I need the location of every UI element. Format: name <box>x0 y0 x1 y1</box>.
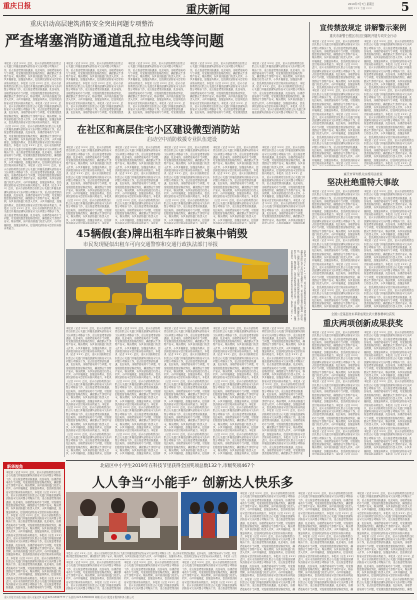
taxi-col-5: 本报讯（记者 ×××）近日，重庆市消防救援总队联合有关部门开展高层建筑消防安全突出问题专项整治工作，重点检查堵塞消防通道、乱拉电线、违规停放电动车等问题，对发现的隐患督促整改到位，确保群众生命财产安全。整治期间，各区县消防部门将深入社区、小区开展排查，加强宣传教育，提高居民消防安全意识和自防自救能力。本报讯（记者 ×××）近日，重庆市消防救援总队联合有关部门开展高层建筑消防安全突出问题专项整治工作，重点检查堵塞消防通道、乱拉电线、违规停放电动车等问题，对发现的隐患督促整改到位，确保群众生命财产安全。整治期间，各区县消防部门将深入社区、小区开展排查，加强宣传教育，提高居民消防安全意识和自防自救能力。本报讯（记者 ×××）近日，重庆市消防救援总队联合有关部门开展高层建筑消防安全突出问题专项整治工作，重点检查堵塞消防通道、乱拉电线、违规停放电动车等问题，对发现的隐患督促整改到位，确保群众生命财产安全。整治期间，各区县消防部门将深入社区、小区开展排查，加强宣传教育，提高居民消防安全意识和自防自救能力。本报讯（记者 ×××）近日，重庆市消防救援总队联合有关部门开展高层建筑消防安全突出问题专项整治工作，重点检查堵塞消防通道、乱拉电线、违规停放电动车等问题，对发现的隐患督促整改到位，确保群众生命财产安全。整治期间，各区县消防部门将深入社区、小区开展排查，加强宣传教育，提高居民消防安全意识和自防自救能力。本报讯（记者 ×××）近日，重庆市消防救援总队联合有关部门开展高层建筑消防安全突出问题专项整治工作，重点检查堵塞消防通道、乱拉电线、违规停放电动车等问题，对发现的隐患督促整改到位，确保群众生命财产安 <box>262 327 306 455</box>
taxi-destruction-photo <box>66 249 288 323</box>
lead-kicker: 重庆启动高层建筑消防安全突出问题专项整治 <box>30 21 154 28</box>
bottom-top-rule <box>66 460 414 461</box>
right-rule-2 <box>312 309 414 310</box>
right-top-headline: 宣传禁放规定 讲解警示案例 <box>319 23 407 32</box>
bottom-kicker: 北碚区中小学生2019年在科技节里获得全国奖项总数132个,市级奖项467个 <box>100 464 255 469</box>
date-line: 2019年7月7日 星期日 <box>348 3 375 6</box>
taxi-photo-side-caption: 本报讯（记者 ×××）近日，重庆市消防救援总队联合有关部门开展高层建筑消防安全突出问题专项整治工作，重点检查堵塞消防通道、乱拉电线、违规停放电动车等问题，对发现的隐患督促整改到位，确保群众生命财产安全。整治期间，各区县消防部门将深入社区、小区开展排查，加强宣传教育，提高居民消防安全意识和自防自救能力。本报讯（记者 ×× <box>291 250 306 322</box>
bottom-headline: 人人争当“小能手” 创新达人快乐多 <box>92 476 294 491</box>
right-low-headline: 重庆两项创新成果获奖 <box>323 318 403 328</box>
right-rule-1 <box>312 169 414 170</box>
bottom-col-4: 本报讯（记者 ×××）近日，重庆市消防救援总队联合有关部门开展高层建筑消防安全突出问题专项整治工作，重点检查堵塞消防通道、乱拉电线、违规停放电动车等问题，对发现的隐患督促整改到位，确保群众生命财产安全。整治期间，各区县消防部门将深入社区、小区开展排查，加强宣传教育，提高居民消防安全意识和自防自救能力。本报讯（记者 ×××）近日，重庆市消防救援总队联合有关部门开展高层建筑消防安全突出问题专项整治工作，重点检查堵塞消防通道、乱拉电线、违规停放电动车等问题，对发现的隐患督促整改到位，确保群众生命财产安全。整治期间，各区县消防部门将深入社区、小区开展排查，加强宣传教育，提高居民消防安全意识和自防自救能力。本报讯（记者 ×××）近日，重庆市消防救援总队联合有关部门开展高层建筑消防安全突出问题专项整治工作，重点检查堵塞消防通道、乱拉电线、违规停放电动车等问题，对发现的隐患督促整改到位，确保群众生命财产安全。整治期间，各区县消防部门将深入社区、小区开展排查，加强宣传教育，提高居民消防安全意识和自防自救能力。本报讯（记者 ×××）近日，重庆市消防救援总队联合有关部门开展高层建筑消防安全突出问题专项整治工作，重点检查堵塞消防通道、乱拉电线、违规停放电动车等问题，对发现的隐患督促整改到位，确保群众生命财产安全。整治期间，各区县消防部门将深入社区、小区开展排查，加强宣传教育，提高居民消防安全意识和自防自救能力。本报讯（记者 ×××）近日，重庆市消防救援总队联合有关部门开展高层建筑消防安全突出问题专项整治工作，重点检查堵塞消防通道、乱拉电线、违规停放电动车等问题，对发现的隐患督促整改到位，确 <box>240 492 296 591</box>
community-headline: 在社区和高层住宅小区建设微型消防站 <box>77 125 241 136</box>
column-divider-left <box>64 62 65 457</box>
students-award-photo <box>181 492 237 550</box>
bottom-left-box <box>3 462 65 592</box>
bottom-col-6: 本报讯（记者 ×××）近日，重庆市消防救援总队联合有关部门开展高层建筑消防安全突出问题专项整治工作，重点检查堵塞消防通道、乱拉电线、违规停放电动车等问题，对发现的隐患督促整改到位，确保群众生命财产安全。整治期间，各区县消防部门将深入社区、小区开展排查，加强宣传教育，提高居民消防安全意识和自防自救能力。本报讯（记者 ×××）近日，重庆市消防救援总队联合有关部门开展高层建筑消防安全突出问题专项整治工作，重点检查堵塞消防通道、乱拉电线、违规停放电动车等问题，对发现的隐患督促整改到位，确保群众生命财产安全。整治期间，各区县消防部门将深入社区、小区开展排查，加强宣传教育，提高居民消防安全意识和自防自救能力。本报讯（记者 ×××）近日，重庆市消防救援总队联合有关部门开展高层建筑消防安全突出问题专项整治工作，重点检查堵塞消防通道、乱拉电线、违规停放电动车等问题，对发现的隐患督促整改到位，确保群众生命财产安全。整治期间，各区县消防部门将深入社区、小区开展排查，加强宣传教育，提高居民消防安全意识和自防自救能力。本报讯（记者 ×××）近日，重庆市消防救援总队联合有关部门开展高层建筑消防安全突出问题专项整治工作，重点检查堵塞消防通道、乱拉电线、违规停放电动车等问题，对发现的隐患督促整改到位，确保群众生命财产安全。整治期间，各区县消防部门将深入社区、小区开展排查，加强宣传教育，提高居民消防安全意识和自防自救能力。本报讯（记者 ×××）近日，重庆市消防救援总队联合有关部门开展高层建筑消防安全突出问题专项整治工作，重点检查堵塞消防通道、乱拉电线、违规停放电动车等问题，对发现的隐患督促整改到位，确保 <box>357 492 414 591</box>
right-low-kicker: 全国公安基层技术革新成果比武大赛参赛单位获奖 <box>331 312 395 316</box>
lead-col-1: 本报讯（记者 ×××）近日，重庆市消防救援总队联合有关部门开展高层建筑消防安全突出问题专项整治工作，重点检查堵塞消防通道、乱拉电线、违规停放电动车等问题，对发现的隐患督促整改到位，确保群众生命财产安全。整治期间，各区县消防部门将深入社区、小区开展排查，加强宣传教育，提高居民消防安全意识和自防自救能力。本报讯（记者 ×××）近日，重庆市消防救援总队联合有关部门开展高层建筑消防安全突出问题专项整治工作，重点检查堵塞消防通道、乱拉电线、违规停放电动车等问题，对发现的隐患督促整改到位，确保群众生命财产安全。整治期间，各区县消防部门将深入社区、小区开展排查，加强宣传教育，提高居民消防安全意识和自防自救能力。本报讯（记者 ×××）近日，重庆市消防救援总队联合有关部门开展高层建筑消防安全突出问题专项整治工作，重点检查堵塞消防通道、乱拉电线、违规停放电动车等问题，对发现的隐患督促整改到位，确保群众生命财产安全。整治期间，各区县消防部门将深入社区、小区开展排查，加强宣传教育，提高居民消防安全意识和自防自救能力。本报讯（记者 ×××）近日，重庆市消防救援总队联合有关部门开展高层建筑消防安全突出问题专项整治工作，重点检查堵塞消防通道、乱拉电线、违规停放电动车等问题，对发现的隐患督促整改到位，确保群众生命财产安全。整治期间，各区县消防部门将深入社区、小区开展排查，加强宣传教育，提高居民消防安全意识和自防自救能力。本报讯（记者 ×××）近日，重庆市消防救援总队联合有关部门开展高层建筑消防安全突出问题专项整治工作，重点检查堵塞消防通道、乱拉电线、违规停放电动车等问题，对发现的隐患督促整改到位，确保群众生命财产安全。整治期间，各区县消防部门将深入社区、小区开展排查，加强宣传教育，提高居民消防安全意识和自防自救能力。本报讯（记者 ×××）近日，重庆市消防救援总队联合有关部门开展高层建筑消防安全突出问题专项整治工作，重点检查堵塞消防通道、乱拉电线、违规停放电动车等问题，对发现的隐患督促整改到位，确保群众生命财产安全。整治期间，各区县消防部门将深入社区、小区开展排查，加强宣传教育，提高居民消防安全意识和自防自救能力。本报讯（记者 ×××）近日，重庆市消防救援总队联合有关部门开展高层建筑消防安全突出问题专项整治工作，重点检查堵塞消防通道、乱拉电线、违规停放电动车等问题，对发现的隐患督促整改到位，确保群众生命财产安全。整治期间，各区县消防部门将深入社区、小区开展排查，加强宣传教育，提高居民消防安全意识和自防自救能力。本报讯（记者 ×××）近日，重庆市消防救援总队联合有关部门开展高层建筑消防安全突出问题专项整治工作，重点检查堵塞消防通道、乱拉电线、违规停放电动车等问题，对发现的隐患督促整改到位，确保群众生命财产安全。整治期间，各区县消防部门将深入社区、小区开展排查，加强宣传教育，提高居民消防安全意识和自防自救能力。 <box>4 62 62 230</box>
bottom-col-3: 本报讯（记者 ×××）近日，重庆市消防救援总队联合有关部门开展高层建筑消防安全突出问题专项整治工作，重点检查堵塞消防通道、乱拉电线、违规停放电动车等问题，对发现的隐患督促整改到位，确保群众生命财产安全。整治期间，各区县消防部门将深入社区、小区开展排查，加强宣传教育，提高居民消防安全意识和自防自救能力。本报讯（记者 ×××）近日，重庆市消防救援总队联合有关部门开展高层建筑消防安全突出问题专项整治工作，重点检查堵塞消防 <box>182 561 237 591</box>
community-subhead: 启动空中消防救援专业队伍建设 <box>147 137 218 143</box>
right-mid-kicker: 重庆市审判机关实施司法检查 <box>343 172 383 176</box>
taxi-subhead: 市民发现疑似出租车可向交通警察和交通行政执法部门举报 <box>83 242 218 248</box>
masthead-rule <box>3 15 413 16</box>
right-low-col-2: 本报讯（记者 ×××）近日，重庆市消防救援总队联合有关部门开展高层建筑消防安全突出问题专项整治工作，重点检查堵塞消防通道、乱拉电线、违规停放电动车等问题，对发现的隐患督促整改到位，确保群众生命财产安全。整治期间，各区县消防部门将深入社区、小区开展排查，加强宣传教育，提高居民消防安全意识和自防自救能力。本报讯（记者 ×××）近日，重庆市消防救援总队联合有关部门开展高层建筑消防安全突出问题专项整治工作，重点检查堵塞消防通道、乱拉电线、违规停放电动车等问题，对发现的隐患督促整改到位，确保群众生命财产安全。整治期间，各区县消防部门将深入社区、小区开展排查，加强宣传教育，提高居民消防安全意识和自防自救能力。本报讯（记者 ×××）近日，重庆市消防救援总队联合有关部门开展高层建筑消防安全突出问题专项整治工作，重点检查堵塞消防通道、乱拉电线、违规停放电动车等问题，对发现的隐患督促整改到位，确保群众生命财产安全。整治期间，各区县消防部门将深入社区、小区开展排查，加强宣传教育，提高居民消防安全意识和自防自救能力。本报讯（记者 ×××）近日，重庆市消防救援总队联合有关部门开展高层建筑消防安全突出问题专项整治工作，重点检查堵塞消防通道、乱拉电线、违规停放电动车等问题，对发现的隐患督促整改到位，确保群众生命财产安全。整治期间，各区县消防部门将深入社区、小区开展排查，加强宣传教育，提高居民消防安全意识和自防自救能力。本报讯（记者 ×××）近日，重庆市消防救援总队联合有关部门开展高层建筑消防安全突出问题专项整治工作，重点检查堵塞消防通道、乱拉电线、违规停放电动车等问题，对发现的隐患督促整改到位，确保群众生命财产安全。整治期间，各区县消防部门将深入社区、小区开展排查，加强宣传教育，提高居民消防安全意识和自防自救能力。本报讯（记者 ×××）近 <box>364 331 414 455</box>
right-top-col-1: 本报讯（记者 ×××）近日，重庆市消防救援总队联合有关部门开展高层建筑消防安全突出问题专项整治工作，重点检查堵塞消防通道、乱拉电线、违规停放电动车等问题，对发现的隐患督促整改到位，确保群众生命财产安全。整治期间，各区县消防部门将深入社区、小区开展排查，加强宣传教育，提高居民消防安全意识和自防自救能力。本报讯（记者 ×××）近日，重庆市消防救援总队联合有关部门开展高层建筑消防安全突出问题专项整治工作，重点检查堵塞消防通道、乱拉电线、违规停放电动车等问题，对发现的隐患督促整改到位，确保群众生命财产安全。整治期间，各区县消防部门将深入社区、小区开展排查，加强宣传教育，提高居民消防安全意识和自防自救能力。本报讯（记者 ×××）近日，重庆市消防救援总队联合有关部门开展高层建筑消防安全突出问题专项整治工作，重点检查堵塞消防通道、乱拉电线、违规停放电动车等问题，对发现的隐患督促整改到位，确保群众生命财产安全。整治期间，各区县消防部门将深入社区、小区开展排查，加强宣传教育，提高居民消防安全意识和自防自救能力。本报讯（记者 ×××）近日，重庆市消防救援总队联合有关部门开展高层建筑消防安全突出问题专项整治工作，重点检查堵塞消防通道、乱拉电线、违规停放电动车等问题，对发现的隐患督促整改到位，确保群众生命财产安全。整治期间，各区县消防部门将深入社区、小区开展排查，加强宣传教育，提高居民消防安全意识和自防自救能力。本报讯（记者 ×××）近日，重庆市消防救援总队联合有关部门开展高层建筑消防安全突出问题专项整治工作，重点检查堵塞消防通道、乱拉电线、违规停放电动车等问题，对发现的隐患督促整改到位，确保群众生命财产安全。整治期间，各区县消防部门将深入社区、小区开展排查，加强宣传教育，提高居民消防安全意识和自防自救能力。本报讯（记者 ×××） <box>312 40 360 165</box>
lead-col-4: 本报讯（记者 ×××）近日，重庆市消防救援总队联合有关部门开展高层建筑消防安全突出问题专项整治工作，重点检查堵塞消防通道、乱拉电线、违规停放电动车等问题，对发现的隐患督促整改到位，确保群众生命财产安全。整治期间，各区县消防部门将深入社区、小区开展排查，加强宣传教育，提高居民消防安全意识和自防自救能力。本报讯（记者 ×××）近日，重庆市消防救援总队联合有关部门开展高层建筑消防安全突出问题专项整治工作，重点检查堵塞消防通道、乱拉电线、违规停放电动车等问题，对发现的隐患督促整改到位，确保群众生命财产安全。整治期间，各区县消防部门将深入社区、小区开展排查，加强宣传教育，提高居民消防安全意识和自防自救能力。本报讯（记者 ×××）近日，重庆市消防救援总队联合有关部门开展高层建筑消防安全突出问题专项整治工作，重点检查堵塞消防通道、乱拉电线、违规停放电动车等问题，对发现的隐患 <box>190 62 248 114</box>
taxi-col-1: 本报讯（记者 ×××）近日，重庆市消防救援总队联合有关部门开展高层建筑消防安全突出问题专项整治工作，重点检查堵塞消防通道、乱拉电线、违规停放电动车等问题，对发现的隐患督促整改到位，确保群众生命财产安全。整治期间，各区县消防部门将深入社区、小区开展排查，加强宣传教育，提高居民消防安全意识和自防自救能力。本报讯（记者 ×××）近日，重庆市消防救援总队联合有关部门开展高层建筑消防安全突出问题专项整治工作，重点检查堵塞消防通道、乱拉电线、违规停放电动车等问题，对发现的隐患督促整改到位，确保群众生命财产安全。整治期间，各区县消防部门将深入社区、小区开展排查，加强宣传教育，提高居民消防安全意识和自防自救能力。本报讯（记者 ×××）近日，重庆市消防救援总队联合有关部门开展高层建筑消防安全突出问题专项整治工作，重点检查堵塞消防通道、乱拉电线、违规停放电动车等问题，对发现的隐患督促整改到位，确保群众生命财产安全。整治期间，各区县消防部门将深入社区、小区开展排查，加强宣传教育，提高居民消防安全意识和自防自救能力。本报讯（记者 ×××）近日，重庆市消防救援总队联合有关部门开展高层建筑消防安全突出问题专项整治工作，重点检查堵塞消防通道、乱拉电线、违规停放电动车等问题，对发现的隐患督促整改到位，确保群众生命财产安全。整治期间，各区县消防部门将深入社区、小区开展排查，加强宣传教育，提高居民消防安全意识和自防自救能力。本报讯（记者 ×××）近日，重庆市消防救援总队联合有关部门开展高层建筑消防安全突出问题专项整治工作，重点检查堵塞消防通道、乱拉电线、违规停放电动车等问题，对发现的隐患督促整改到位，确保群众生命财产安全。整治期间，各区县消防部门将深入社区、小区开展排查，加强宣传教育，提高居 <box>66 327 112 455</box>
community-col-1: 本报讯（记者 ×××）近日，重庆市消防救援总队联合有关部门开展高层建筑消防安全突出问题专项整治工作，重点检查堵塞消防通道、乱拉电线、违规停放电动车等问题，对发现的隐患督促整改到位，确保群众生命财产安全。整治期间，各区县消防部门将深入社区、小区开展排查，加强宣传教育，提高居民消防安全意识和自防自救能力。本报讯（记者 ×××）近日，重庆市消防救援总队联合有关部门开展高层建筑消防安全突出问题专项整治工作，重点检查堵塞消防通道、乱拉电线、违规停放电动车等问题，对发现的隐患督促整改到位，确保群众生命财产安全。整治期间，各区县消防部门将深入社区、小区开展排查，加强宣传教育，提高居民消防安全意识和自防自救能力。本报讯（记者 ×××）近日，重庆市消防救援总队联合有关部门开展高层建筑消防安全突出问题专项整治工作，重点检查堵塞消防通道、乱拉电线、违规停放电动车等问题，对发现的隐患督促整改到位，确保群众生命财产安全。整治期间，各区县消防部门将深入社区、小区开展排查，加强宣传教育，提高居民消防安全意识和自防自救能力。本报讯 <box>66 146 112 224</box>
students-robot-photo <box>66 492 178 550</box>
community-col-3: 本报讯（记者 ×××）近日，重庆市消防救援总队联合有关部门开展高层建筑消防安全突出问题专项整治工作，重点检查堵塞消防通道、乱拉电线、违规停放电动车等问题，对发现的隐患督促整改到位，确保群众生命财产安全。整治期间，各区县消防部门将深入社区、小区开展排查，加强宣传教育，提高居民消防安全意识和自防自救能力。本报讯（记者 ×××）近日，重庆市消防救援总队联合有关部门开展高层建筑消防安全突出问题专项整治工作，重点检查堵塞消防通道、乱拉电线、违规停放电动车等问题，对发现的隐患督促整改到位，确保群众生命财产安全。整治期间，各区县消防部门将深入社区、小区开展排查，加强宣传教育，提高居民消防安全意识和自防自救能力。本报讯（记者 ×××）近日，重庆市消防救援总队联合有关部门开展高层建筑消防安全突出问题专项整治工作，重点检查堵塞消防通道、乱拉电线、违规停放电动车等问题，对发现的隐患督促整改到位，确保群众生命财产安全。整治期间，各区县消防部门将深入社区、小区开展排查，加强宣传教育，提高居民消防安全意识和自防自救能力。本报讯 <box>164 146 210 224</box>
right-mid-col-2: 本报讯（记者 ×××）近日，重庆市消防救援总队联合有关部门开展高层建筑消防安全突出问题专项整治工作，重点检查堵塞消防通道、乱拉电线、违规停放电动车等问题，对发现的隐患督促整改到位，确保群众生命财产安全。整治期间，各区县消防部门将深入社区、小区开展排查，加强宣传教育，提高居民消防安全意识和自防自救能力。本报讯（记者 ×××）近日，重庆市消防救援总队联合有关部门开展高层建筑消防安全突出问题专项整治工作，重点检查堵塞消防通道、乱拉电线、违规停放电动车等问题，对发现的隐患督促整改到位，确保群众生命财产安全。整治期间，各区县消防部门将深入社区、小区开展排查，加强宣传教育，提高居民消防安全意识和自防自救能力。本报讯（记者 ×××）近日，重庆市消防救援总队联合有关部门开展高层建筑消防安全突出问题专项整治工作，重点检查堵塞消防通道、乱拉电线、违规停放电动车等问题，对发现的隐患督促整改到位，确保群众生命财产安全。整治期间，各区县消防部门将深入社区、小区开展排查，加强宣传教育，提高居民消防安全意识和自防自救能力。本报讯（记者 ×××）近日，重庆市消防救援总队联合有关部门开展高层建筑消防安全突出问题专项整治工作，重点检查堵塞消防通道、乱拉电线、违规停放电动车等问题，对发现的隐患督促整改到位，确保群众生命财产安全。整治期间，各区县消防部门将深入社区、小区开展排查，加强宣传教育，提高居民消防安全意识和自防自救能力。本报讯（记者 ×××）近日，重庆市消防救援总队联合有关部门开展高层建筑消防安全突出问题专项整治工作，重点检查堵塞消防通道、乱拉电线、违规停放电动车等问题，对发现的隐患督促整改到位，确保群众生命财产安全。整治期间，各区县消防部门将深入社区、小区开 <box>364 190 414 308</box>
box-title: 新华视角 <box>7 463 23 469</box>
bottom-col-2: 本报讯（记者 ×××）近日，重庆市消防救援总队联合有关部门开展高层建筑消防安全突出问题专项整治工作，重点检查堵塞消防通道、乱拉电线、违规停放电动车等问题，对发现的隐患督促整改到位，确保群众生命财产安全。整治期间，各区县消防部门将深入社区、小区开展排查，加强宣传教育，提高居民消防安全意识和自防自救能力。本报讯（记者 ×××）近日，重庆市消防救援总队联合有关部门开展高层建筑消防安全突出问题专项整治工作，重点检查堵塞消防 <box>124 561 179 591</box>
bottom-photo-caption: 本报讯（记者 ×××）近日，重庆市消防救援总队联合有关部门开展高层建筑消防安全突出问题专项整治工作，重点检查堵塞消防通道、乱拉电线、违规停放电动车等问题，对发现的隐患督促整改到位，确保群众生命财产安全。整治期间，各区县消防部门将深入社区、小区开展排查，加强宣传教育，提高居民消防安全意识和自防自救能力。本报讯（记者 <box>66 552 237 559</box>
bottom-col-5: 本报讯（记者 ×××）近日，重庆市消防救援总队联合有关部门开展高层建筑消防安全突出问题专项整治工作，重点检查堵塞消防通道、乱拉电线、违规停放电动车等问题，对发现的隐患督促整改到位，确保群众生命财产安全。整治期间，各区县消防部门将深入社区、小区开展排查，加强宣传教育，提高居民消防安全意识和自防自救能力。本报讯（记者 ×××）近日，重庆市消防救援总队联合有关部门开展高层建筑消防安全突出问题专项整治工作，重点检查堵塞消防通道、乱拉电线、违规停放电动车等问题，对发现的隐患督促整改到位，确保群众生命财产安全。整治期间，各区县消防部门将深入社区、小区开展排查，加强宣传教育，提高居民消防安全意识和自防自救能力。本报讯（记者 ×××）近日，重庆市消防救援总队联合有关部门开展高层建筑消防安全突出问题专项整治工作，重点检查堵塞消防通道、乱拉电线、违规停放电动车等问题，对发现的隐患督促整改到位，确保群众生命财产安全。整治期间，各区县消防部门将深入社区、小区开展排查，加强宣传教育，提高居民消防安全意识和自防自救能力。本报讯（记者 ×××）近日，重庆市消防救援总队联合有关部门开展高层建筑消防安全突出问题专项整治工作，重点检查堵塞消防通道、乱拉电线、违规停放电动车等问题，对发现的隐患督促整改到位，确保群众生命财产安全。整治期间，各区县消防部门将深入社区、小区开展排查，加强宣传教育，提高居民消防安全意识和自防自救能力。本报讯（记者 ×××）近日，重庆市消防救援总队联合有关部门开展高层建筑消防安全突出问题专项整治工作，重点检查堵塞消防通道、乱拉电线、违规停放电动车等问题，对发现的隐患督促整改到位，确 <box>298 492 354 591</box>
community-top-rule <box>66 118 306 119</box>
lead-col-5: 本报讯（记者 ×××）近日，重庆市消防救援总队联合有关部门开展高层建筑消防安全突出问题专项整治工作，重点检查堵塞消防通道、乱拉电线、违规停放电动车等问题，对发现的隐患督促整改到位，确保群众生命财产安全。整治期间，各区县消防部门将深入社区、小区开展排查，加强宣传教育，提高居民消防安全意识和自防自救能力。本报讯（记者 ×××）近日，重庆市消防救援总队联合有关部门开展高层建筑消防安全突出问题专项整治工作，重点检查堵塞消防通道、乱拉电线、违规停放电动车等问题，对发现的隐患督促整改到位，确保群众生命财产安全。整治期间，各区县消防部门将深入社区、小区开展排查，加强宣传教育，提高居民消防安全意识和自防自救能力。本报讯（记者 ×××）近日，重庆市消防救援总队联合有关部门开展高层建筑消防安全突出问题专项整治工作，重点 <box>252 62 306 114</box>
lead-col-2: 本报讯（记者 ×××）近日，重庆市消防救援总队联合有关部门开展高层建筑消防安全突出问题专项整治工作，重点检查堵塞消防通道、乱拉电线、违规停放电动车等问题，对发现的隐患督促整改到位，确保群众生命财产安全。整治期间，各区县消防部门将深入社区、小区开展排查，加强宣传教育，提高居民消防安全意识和自防自救能力。本报讯（记者 ×××）近日，重庆市消防救援总队联合有关部门开展高层建筑消防安全突出问题专项整治工作，重点检查堵塞消防通道、乱拉电线、违规停放电动车等问题，对发现的隐患督促整改到位，确保群众生命财产安全。整治期间，各区县消防部门将深入社区、小区开展排查，加强宣传教育，提高居民消防安全意识和自防自救能力。本报讯（记者 ×××）近日，重庆市消防救援总队联合有关部门开展高层建筑消防安全突出问题专项整治工作，重点检查堵塞消防通道、乱拉电线、违规停放电动车等问题，对发现的隐患 <box>66 62 124 114</box>
taxi-headline: 45辆假(套)牌出租车昨日被集中销毁 <box>76 228 248 240</box>
editor-line: 编辑 ××× 美编 ××× <box>348 7 372 10</box>
masthead <box>0 0 417 16</box>
community-col-4: 本报讯（记者 ×××）近日，重庆市消防救援总队联合有关部门开展高层建筑消防安全突出问题专项整治工作，重点检查堵塞消防通道、乱拉电线、违规停放电动车等问题，对发现的隐患督促整改到位，确保群众生命财产安全。整治期间，各区县消防部门将深入社区、小区开展排查，加强宣传教育，提高居民消防安全意识和自防自救能力。本报讯（记者 ×××）近日，重庆市消防救援总队联合有关部门开展高层建筑消防安全突出问题专项整治工作，重点检查堵塞消防通道、乱拉电线、违规停放电动车等问题，对发现的隐患督促整改到位，确保群众生命财产安全。整治期间，各区县消防部门将深入社区、小区开展排查，加强宣传教育，提高居民消防安全意识和自防自救能力。本报讯（记者 ×××）近日，重庆市消防救援总队联合有关部门开展高层建筑消防安全突出问题专项整治工作，重点检查堵塞消防通道、乱拉电线、违规停放电动车等问题，对发现的隐患督促整改到位，确保群众生命财产安全。整治期间，各区县消防部门将深入社区、小区开展排查，加强宣传教育，提高居民消防安全意识和自防自救能力。本报讯 <box>213 146 259 224</box>
community-col-2: 本报讯（记者 ×××）近日，重庆市消防救援总队联合有关部门开展高层建筑消防安全突出问题专项整治工作，重点检查堵塞消防通道、乱拉电线、违规停放电动车等问题，对发现的隐患督促整改到位，确保群众生命财产安全。整治期间，各区县消防部门将深入社区、小区开展排查，加强宣传教育，提高居民消防安全意识和自防自救能力。本报讯（记者 ×××）近日，重庆市消防救援总队联合有关部门开展高层建筑消防安全突出问题专项整治工作，重点检查堵塞消防通道、乱拉电线、违规停放电动车等问题，对发现的隐患督促整改到位，确保群众生命财产安全。整治期间，各区县消防部门将深入社区、小区开展排查，加强宣传教育，提高居民消防安全意识和自防自救能力。本报讯（记者 ×××）近日，重庆市消防救援总队联合有关部门开展高层建筑消防安全突出问题专项整治工作，重点检查堵塞消防通道、乱拉电线、违规停放电动车等问题，对发现的隐患督促整改到位，确保群众生命财产安全。整治期间，各区县消防部门将深入社区、小区开展排查，加强宣传教育，提高居民消防安全意识和自防自救能力。本报讯 <box>115 146 161 224</box>
taxi-col-4: 本报讯（记者 ×××）近日，重庆市消防救援总队联合有关部门开展高层建筑消防安全突出问题专项整治工作，重点检查堵塞消防通道、乱拉电线、违规停放电动车等问题，对发现的隐患督促整改到位，确保群众生命财产安全。整治期间，各区县消防部门将深入社区、小区开展排查，加强宣传教育，提高居民消防安全意识和自防自救能力。本报讯（记者 ×××）近日，重庆市消防救援总队联合有关部门开展高层建筑消防安全突出问题专项整治工作，重点检查堵塞消防通道、乱拉电线、违规停放电动车等问题，对发现的隐患督促整改到位，确保群众生命财产安全。整治期间，各区县消防部门将深入社区、小区开展排查，加强宣传教育，提高居民消防安全意识和自防自救能力。本报讯（记者 ×××）近日，重庆市消防救援总队联合有关部门开展高层建筑消防安全突出问题专项整治工作，重点检查堵塞消防通道、乱拉电线、违规停放电动车等问题，对发现的隐患督促整改到位，确保群众生命财产安全。整治期间，各区县消防部门将深入社区、小区开展排查，加强宣传教育，提高居民消防安全意识和自防自救能力。本报讯（记者 ×××）近日，重庆市消防救援总队联合有关部门开展高层建筑消防安全突出问题专项整治工作，重点检查堵塞消防通道、乱拉电线、违规停放电动车等问题，对发现的隐患督促整改到位，确保群众生命财产安全。整治期间，各区县消防部门将深入社区、小区开展排查，加强宣传教育，提高居民消防安全意识和自防自救能力。本报讯（记者 ×××）近日，重庆市消防救援总队联合有关部门开展高层建筑消防安全突出问题专项整治工作，重点检查堵塞消防通道、乱拉电线、违规停放电动车等问题，对发现的隐患督促整改到位，确保群众生命财产安全。整治期间，各区县消防部门将深入社区、小区开展排查，加强宣传教育，提高居 <box>213 327 259 455</box>
bottom-col-1: 本报讯（记者 ×××）近日，重庆市消防救援总队联合有关部门开展高层建筑消防安全突出问题专项整治工作，重点检查堵塞消防通道、乱拉电线、违规停放电动车等问题，对发现的隐患督促整改到位，确保群众生命财产安全。整治期间，各区县消防部门将深入社区、小区开展排查，加强宣传教育，提高居民消防安全意识和自防自救能力。本报讯（记者 ×××）近日，重庆市消防救援总队联合有关部门开展高层建筑消防安全突出问题专项整治工作，重点检查堵塞消防 <box>66 561 121 591</box>
paper-logo <box>3 1 31 11</box>
right-mid-headline: 坚决杜绝重特大事故 <box>327 177 399 187</box>
page-number: 5 <box>401 0 410 14</box>
footer-rule <box>3 593 414 594</box>
community-col-5: 本报讯（记者 ×××）近日，重庆市消防救援总队联合有关部门开展高层建筑消防安全突出问题专项整治工作，重点检查堵塞消防通道、乱拉电线、违规停放电动车等问题，对发现的隐患督促整改到位，确保群众生命财产安全。整治期间，各区县消防部门将深入社区、小区开展排查，加强宣传教育，提高居民消防安全意识和自防自救能力。本报讯（记者 ×××）近日，重庆市消防救援总队联合有关部门开展高层建筑消防安全突出问题专项整治工作，重点检查堵塞消防通道、乱拉电线、违规停放电动车等问题，对发现的隐患督促整改到位，确保群众生命财产安全。整治期间，各区县消防部门将深入社区、小区开展排查，加强宣传教育，提高居民消防安全意识和自防自救能力。本报讯（记者 ×××）近日，重庆市消防救援总队联合有关部门开展高层建筑消防安全突出问题专项整治工作，重点检查堵塞消防通道、乱拉电线、违规停放电动车等问题，对发现的隐患督促整改到位，确保群众生命财产安全。整治期间，各区县消防部门将深入社区、小区开展排查，加强宣传教 <box>262 146 306 224</box>
right-top-subhead: 重庆市新警白银区市区旧爆规开展专项安全行动 <box>329 34 397 38</box>
right-low-col-1: 本报讯（记者 ×××）近日，重庆市消防救援总队联合有关部门开展高层建筑消防安全突出问题专项整治工作，重点检查堵塞消防通道、乱拉电线、违规停放电动车等问题，对发现的隐患督促整改到位，确保群众生命财产安全。整治期间，各区县消防部门将深入社区、小区开展排查，加强宣传教育，提高居民消防安全意识和自防自救能力。本报讯（记者 ×××）近日，重庆市消防救援总队联合有关部门开展高层建筑消防安全突出问题专项整治工作，重点检查堵塞消防通道、乱拉电线、违规停放电动车等问题，对发现的隐患督促整改到位，确保群众生命财产安全。整治期间，各区县消防部门将深入社区、小区开展排查，加强宣传教育，提高居民消防安全意识和自防自救能力。本报讯（记者 ×××）近日，重庆市消防救援总队联合有关部门开展高层建筑消防安全突出问题专项整治工作，重点检查堵塞消防通道、乱拉电线、违规停放电动车等问题，对发现的隐患督促整改到位，确保群众生命财产安全。整治期间，各区县消防部门将深入社区、小区开展排查，加强宣传教育，提高居民消防安全意识和自防自救能力。本报讯（记者 ×××）近日，重庆市消防救援总队联合有关部门开展高层建筑消防安全突出问题专项整治工作，重点检查堵塞消防通道、乱拉电线、违规停放电动车等问题，对发现的隐患督促整改到位，确保群众生命财产安全。整治期间，各区县消防部门将深入社区、小区开展排查，加强宣传教育，提高居民消防安全意识和自防自救能力。本报讯（记者 ×××）近日，重庆市消防救援总队联合有关部门开展高层建筑消防安全突出问题专项整治工作，重点检查堵塞消防通道、乱拉电线、违规停放电动车等问题，对发现的隐患督促整改到位，确保群众生命财产安全。整治期间，各区县消防部门将深入社区、小区开展排查，加强宣传教育，提高居民消防安全意识和自防自救能力。本报讯（记者 ×××） <box>312 331 360 455</box>
column-divider-right <box>309 22 310 457</box>
box-text: 本报讯（记者 ×××）近日，重庆市消防救援总队联合有关部门开展高层建筑消防安全突出问题专项整治工作，重点检查堵塞消防通道、乱拉电线、违规停放电动车等问题，对发现的隐患督促整改到位，确保群众生命财产安全。整治期间，各区县消防部门将深入社区、小区开展排查，加强宣传教育，提高居民消防安全意识和自防自救能力。本报讯（记者 ×××）近日，重庆市消防救援总队联合有关部门开展高层建筑消防安全突出问题专项整治工作，重点检查堵塞消防通道、乱拉电线、违规停放电动车等问题，对发现的隐患督促整改到位，确保群众生命财产安全。整治期间，各区县消防部门将深入社区、小区开展排查，加强宣传教育，提高居民消防安全意识和自防自救能力。本报讯（记者 ×××）近日，重庆市消防救援总队联合有关部门开展高层建筑消防安全突出问题专项整治工作，重点检查堵塞消防通道、乱拉电线、违规停放电动车等问题，对发现的隐患督促整改到位，确保群众生命财产安全。整治期间，各区县消防部门将深入社区、小区开展排查，加强宣传教育，提高居民消防安全意识和自防自救能力。本报讯（记者 ×××）近日，重庆市消防救援总队联合有关部门开展高层建筑消防安全突出问题专项整治工作，重点检查堵塞消防通道、乱拉电线、违规停放电动车等问题，对发现的隐患督促整改到位，确保群众生命财产安全。整治期间，各区县消防部门将深入社区、小区开展排查，加强宣传教育，提高居民消防安全意识和自防自救能力。本报讯（记者 ×××）近日，重庆市消防救援总队联合有关部门开展高层建筑消防安全突出问题专项整治工作，重点检查堵塞消防通道、乱拉电线、违规停放电动车等问题，对发现的隐患督促整改到位，确保群众生命财产安全。整治期间，各区县消防部门将深入社区、小区开展排查，加强宣传教育，提高居民消防安全意识和自防自救能力。本报讯（记者 ×××）近日，重庆市消防救援总队联合有关部门开展高层建筑消防安全突出问题专项整治工作，重点检查堵塞消防通道、乱拉电线、违规停放电动车等问题，对发现 <box>6 471 62 589</box>
section-title: 重庆新闻 <box>186 3 230 16</box>
lead-col-3: 本报讯（记者 ×××）近日，重庆市消防救援总队联合有关部门开展高层建筑消防安全突出问题专项整治工作，重点检查堵塞消防通道、乱拉电线、违规停放电动车等问题，对发现的隐患督促整改到位，确保群众生命财产安全。整治期间，各区县消防部门将深入社区、小区开展排查，加强宣传教育，提高居民消防安全意识和自防自救能力。本报讯（记者 ×××）近日，重庆市消防救援总队联合有关部门开展高层建筑消防安全突出问题专项整治工作，重点检查堵塞消防通道、乱拉电线、违规停放电动车等问题，对发现的隐患督促整改到位，确保群众生命财产安全。整治期间，各区县消防部门将深入社区、小区开展排查，加强宣传教育，提高居民消防安全意识和自防自救能力。本报讯（记者 ×××）近日，重庆市消防救援总队联合有关部门开展高层建筑消防安全突出问题专项整治工作，重点检查堵塞消防通道、乱拉电线、违规停放电动车等问题，对发现的隐患 <box>128 62 186 114</box>
box-title-tag <box>4 463 64 469</box>
taxi-col-2: 本报讯（记者 ×××）近日，重庆市消防救援总队联合有关部门开展高层建筑消防安全突出问题专项整治工作，重点检查堵塞消防通道、乱拉电线、违规停放电动车等问题，对发现的隐患督促整改到位，确保群众生命财产安全。整治期间，各区县消防部门将深入社区、小区开展排查，加强宣传教育，提高居民消防安全意识和自防自救能力。本报讯（记者 ×××）近日，重庆市消防救援总队联合有关部门开展高层建筑消防安全突出问题专项整治工作，重点检查堵塞消防通道、乱拉电线、违规停放电动车等问题，对发现的隐患督促整改到位，确保群众生命财产安全。整治期间，各区县消防部门将深入社区、小区开展排查，加强宣传教育，提高居民消防安全意识和自防自救能力。本报讯（记者 ×××）近日，重庆市消防救援总队联合有关部门开展高层建筑消防安全突出问题专项整治工作，重点检查堵塞消防通道、乱拉电线、违规停放电动车等问题，对发现的隐患督促整改到位，确保群众生命财产安全。整治期间，各区县消防部门将深入社区、小区开展排查，加强宣传教育，提高居民消防安全意识和自防自救能力。本报讯（记者 ×××）近日，重庆市消防救援总队联合有关部门开展高层建筑消防安全突出问题专项整治工作，重点检查堵塞消防通道、乱拉电线、违规停放电动车等问题，对发现的隐患督促整改到位，确保群众生命财产安全。整治期间，各区县消防部门将深入社区、小区开展排查，加强宣传教育，提高居民消防安全意识和自防自救能力。本报讯（记者 ×××）近日，重庆市消防救援总队联合有关部门开展高层建筑消防安全突出问题专项整治工作，重点检查堵塞消防通道、乱拉电线、违规停放电动车等问题，对发现的隐患督促整改到位，确保群众生命财产安全。整治期间，各区县消防部门将深入社区、小区开展排查，加强宣传教育，提高居 <box>115 327 161 455</box>
right-mid-col-1: 本报讯（记者 ×××）近日，重庆市消防救援总队联合有关部门开展高层建筑消防安全突出问题专项整治工作，重点检查堵塞消防通道、乱拉电线、违规停放电动车等问题，对发现的隐患督促整改到位，确保群众生命财产安全。整治期间，各区县消防部门将深入社区、小区开展排查，加强宣传教育，提高居民消防安全意识和自防自救能力。本报讯（记者 ×××）近日，重庆市消防救援总队联合有关部门开展高层建筑消防安全突出问题专项整治工作，重点检查堵塞消防通道、乱拉电线、违规停放电动车等问题，对发现的隐患督促整改到位，确保群众生命财产安全。整治期间，各区县消防部门将深入社区、小区开展排查，加强宣传教育，提高居民消防安全意识和自防自救能力。本报讯（记者 ×××）近日，重庆市消防救援总队联合有关部门开展高层建筑消防安全突出问题专项整治工作，重点检查堵塞消防通道、乱拉电线、违规停放电动车等问题，对发现的隐患督促整改到位，确保群众生命财产安全。整治期间，各区县消防部门将深入社区、小区开展排查，加强宣传教育，提高居民消防安全意识和自防自救能力。本报讯（记者 ×××）近日，重庆市消防救援总队联合有关部门开展高层建筑消防安全突出问题专项整治工作，重点检查堵塞消防通道、乱拉电线、违规停放电动车等问题，对发现的隐患督促整改到位，确保群众生命财产安全。整治期间，各区县消防部门将深入社区、小区开展排查，加强宣传教育，提高居民消防安全意识和自防自救能力。本报讯（记者 ×××）近日，重庆市消防救援总队联合有关部门开展高层建筑消防安全突出问题专项整治工作，重点检查堵塞消防通道、乱拉电线、违规停放电动车等问题，对发现的隐患督促整改到位，确保群众生命财产安全。整治期间，各区县消防部门将深入社区、小区 <box>312 190 360 308</box>
right-top-col-2: 本报讯（记者 ×××）近日，重庆市消防救援总队联合有关部门开展高层建筑消防安全突出问题专项整治工作，重点检查堵塞消防通道、乱拉电线、违规停放电动车等问题，对发现的隐患督促整改到位，确保群众生命财产安全。整治期间，各区县消防部门将深入社区、小区开展排查，加强宣传教育，提高居民消防安全意识和自防自救能力。本报讯（记者 ×××）近日，重庆市消防救援总队联合有关部门开展高层建筑消防安全突出问题专项整治工作，重点检查堵塞消防通道、乱拉电线、违规停放电动车等问题，对发现的隐患督促整改到位，确保群众生命财产安全。整治期间，各区县消防部门将深入社区、小区开展排查，加强宣传教育，提高居民消防安全意识和自防自救能力。本报讯（记者 ×××）近日，重庆市消防救援总队联合有关部门开展高层建筑消防安全突出问题专项整治工作，重点检查堵塞消防通道、乱拉电线、违规停放电动车等问题，对发现的隐患督促整改到位，确保群众生命财产安全。整治期间，各区县消防部门将深入社区、小区开展排查，加强宣传教育，提高居民消防安全意识和自防自救能力。本报讯（记者 ×××）近日，重庆市消防救援总队联合有关部门开展高层建筑消防安全突出问题专项整治工作，重点检查堵塞消防通道、乱拉电线、违规停放电动车等问题，对发现的隐患督促整改到位，确保群众生命财产安全。整治期间，各区县消防部门将深入社区、小区开展排查，加强宣传教育，提高居民消防安全意识和自防自救能力。本报讯（记者 ×××）近日，重庆市消防救援总队联合有关部门开展高层建筑消防安全突出问题专项整治工作，重点检查堵塞消防通道、乱拉电线、违规停放电动车等问题，对发现的隐患督促整改到位，确保群众生命财产安全。整治期间，各区县消防部门将深入社区、小区开展排查，加强宣传教育，提高居民消防安全意识和自防自救能力。本报讯（记者 ×××）近 <box>364 40 414 165</box>
footer-text: 重庆日报社出版 地址:重庆市渝北区 电话:023-63907777 广告热线:023-63800000 印刷:重庆日报报业集团印务有限公司 <box>4 595 134 599</box>
paper-name: 重庆日报 <box>3 1 31 10</box>
lead-headline: 严查堵塞消防通道乱拉电线等问题 <box>5 33 224 50</box>
taxi-col-3: 本报讯（记者 ×××）近日，重庆市消防救援总队联合有关部门开展高层建筑消防安全突出问题专项整治工作，重点检查堵塞消防通道、乱拉电线、违规停放电动车等问题，对发现的隐患督促整改到位，确保群众生命财产安全。整治期间，各区县消防部门将深入社区、小区开展排查，加强宣传教育，提高居民消防安全意识和自防自救能力。本报讯（记者 ×××）近日，重庆市消防救援总队联合有关部门开展高层建筑消防安全突出问题专项整治工作，重点检查堵塞消防通道、乱拉电线、违规停放电动车等问题，对发现的隐患督促整改到位，确保群众生命财产安全。整治期间，各区县消防部门将深入社区、小区开展排查，加强宣传教育，提高居民消防安全意识和自防自救能力。本报讯（记者 ×××）近日，重庆市消防救援总队联合有关部门开展高层建筑消防安全突出问题专项整治工作，重点检查堵塞消防通道、乱拉电线、违规停放电动车等问题，对发现的隐患督促整改到位，确保群众生命财产安全。整治期间，各区县消防部门将深入社区、小区开展排查，加强宣传教育，提高居民消防安全意识和自防自救能力。本报讯（记者 ×××）近日，重庆市消防救援总队联合有关部门开展高层建筑消防安全突出问题专项整治工作，重点检查堵塞消防通道、乱拉电线、违规停放电动车等问题，对发现的隐患督促整改到位，确保群众生命财产安全。整治期间，各区县消防部门将深入社区、小区开展排查，加强宣传教育，提高居民消防安全意识和自防自救能力。本报讯（记者 ×××）近日，重庆市消防救援总队联合有关部门开展高层建筑消防安全突出问题专项整治工作，重点检查堵塞消防通道、乱拉电线、违规停放电动车等问题，对发现的隐患督促整改到位，确保群众生命财产安全。整治期间，各区县消防部门将深入社区、小区开展排查，加强宣传教育，提高居 <box>164 327 210 455</box>
